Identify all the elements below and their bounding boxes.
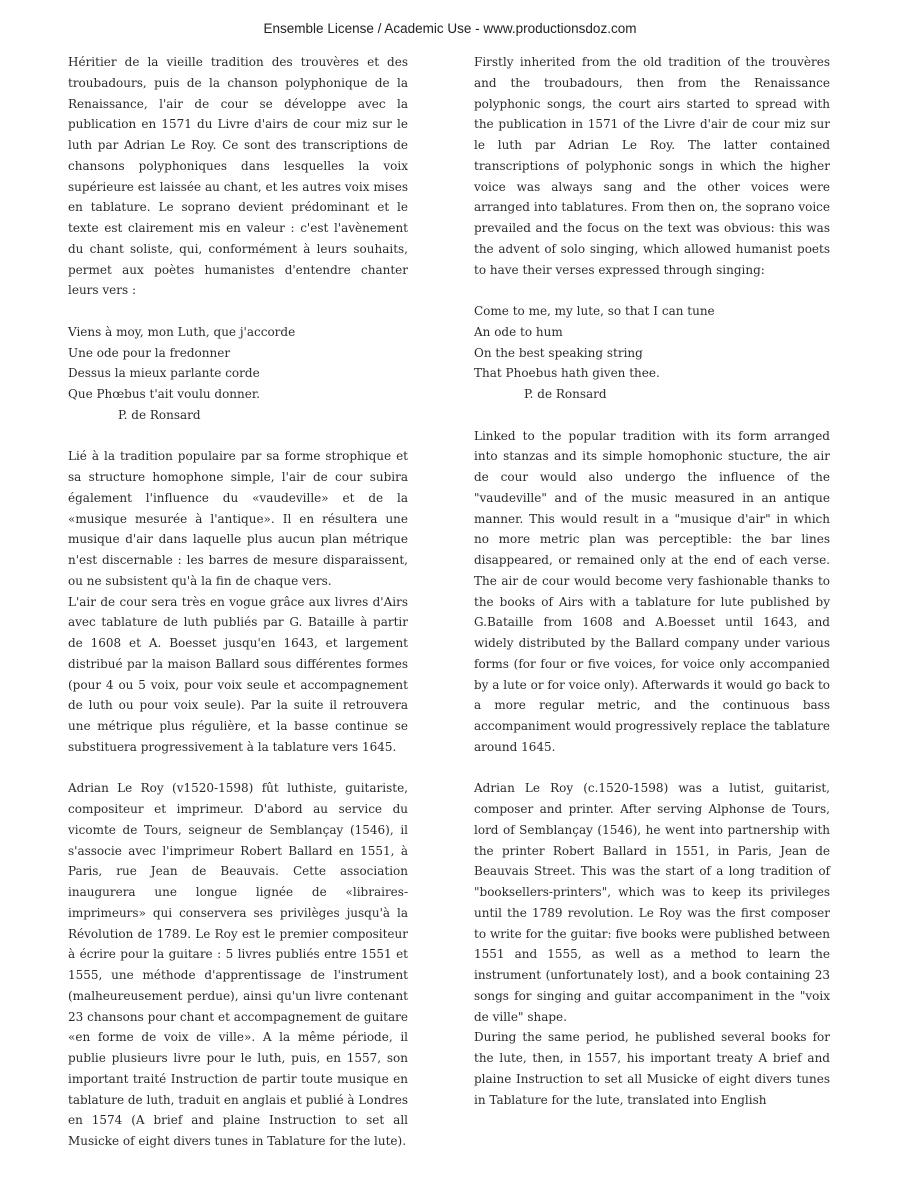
- poem-line: That Phoebus hath given thee.: [474, 366, 660, 381]
- french-column: [68, 52, 408, 1152]
- intro-paragraph-en: Firstly inherited from the old tradition of the trouvères and the troubadours, then from the Renaissance polyphonic songs, the court airs started to spread with the publication in 1571 of the Livre d'air de cour miz sur le luth par Adrian Le Roy. The latter contained transcriptions of polyphonic songs in which the higher voice was always sang and the other voices were arranged into tablatures. From then on, the soprano voice prevailed and the focus on the text was obvious: this was the advent of solo singing, which allowed humanist poets to have their verses expressed through singing:: [474, 55, 830, 277]
- le-roy-paragraph-en: Adrian Le Roy (c.1520-1598) was a lutist, guitarist, composer and printer. After serving Alphonse de Tours, lord of Semblançay (1546), he went into partnership with the printer Robert Ballard in 1551, in Paris, Jean de Beauvais Street. This was the start of a long tradition of "booksellers-printers", which was to keep its privileges until the 1789 revolution. Le Roy was the first composer to write for the guitar: five books were published between 1551 and 1555, as well as a method to learn the instrument (unfortunately lost), and a book containing 23 songs for singing and guitar accompaniment in the "voix de ville" shape.: [474, 781, 830, 1024]
- intro-paragraph-fr: Héritier de la vieille tradition des trouvères et des troubadours, puis de la chanson polyphonique de la Renaissance, l'air de cour se développe avec la publication en 1571 du Livre d'airs de cour miz sur le luth par Adrian Le Roy. Ce sont des transcriptions de chansons polyphoniques dans lesquelles la voix supérieure est laissée au chant, et les autres voix mises en tablature. Le soprano devient prédominant et le texte est clairement mis en valeur : c'est l'avènement du chant soliste, qui, conformément à leurs souhaits, permet aux poètes humanistes d'entendre chanter leurs vers :: [68, 55, 408, 298]
- period-paragraph-en: During the same period, he published several books for the lute, then, in 1557, his important treaty A brief and plaine Instruction to set all Musicke of eight divers tunes in Tablature for the lute, translated into English: [474, 1030, 830, 1107]
- poem-en: [474, 301, 830, 405]
- poem-line: On the best speaking string: [474, 345, 643, 360]
- poem-line: Come to me, my lute, so that I can tune: [474, 304, 715, 318]
- poem-author: P. de Ronsard: [118, 407, 201, 422]
- license-header: Ensemble License / Academic Use - www.productionsdoz.com: [263, 21, 637, 36]
- tradition-paragraph-fr: Lié à la tradition populaire par sa forme strophique et sa structure homophone simple, l'air de cour subira également l'influence du «vaudeville» et de la «musique mesurée à l'antique». Il en résultera une musique d'air dans laquelle plus aucun plan métrique n'est discernable : les barres de mesure disparaissent, ou ne subsistent qu'à la fin de chaque vers.: [68, 449, 408, 588]
- poem-line: Une ode pour la fredonner: [68, 345, 231, 360]
- poem-line: Que Phœbus t'ait voulu donner.: [68, 387, 261, 401]
- poem-author: P. de Ronsard: [524, 387, 607, 401]
- tradition-paragraph-en: Linked to the popular tradition with its form arranged into stanzas and its simple homophonic stucture, the air de cour would also undergo the influence of the "vaudeville" and of the music measured in an antique manner. This would result in a "musique d'air" in which no more metric plan was perceptible: the bar lines disappeared, or remained only at the end of each verse. The air de cour would become very fashionable thanks to the books of Airs with a tablature for lute published by G.Bataille from 1608 and A.Boesset until 1643, and widely distributed by the Ballard company under various forms (for four or five voices, for voice only accompanied by a lute or for voice only). Afterwards it would go back to a more regular metric, and the continuous bass accompaniment would progressively replace the tablature around 1645.: [474, 428, 830, 754]
- poem-line: An ode to hum: [474, 324, 563, 339]
- poem-line: Dessus la mieux parlante corde: [68, 366, 260, 381]
- vogue-paragraph-fr: L'air de cour sera très en vogue grâce aux livres d'Airs avec tablature de luth publiés par G. Bataille à partir de 1608 et A. Boesset jusqu'en 1643, et largement distribué par la maison Ballard sous différentes formes (pour 4 ou 5 voix, pour voix seule et accompagnement de luth ou pour voix seule). Par la suite il retrouvera une métrique plus régulière, et la basse continue se substituera progressivement à la tablature vers 1645.: [68, 594, 408, 754]
- le-roy-paragraph-fr: Adrian Le Roy (v1520-1598) fût luthiste, guitariste, compositeur et imprimeur. D'abord au service du vicomte de Tours, seigneur de Semblançay (1546), il s'associe avec l'imprimeur Robert Ballard en 1551, à Paris, rue Jean de Beauvais. Cette association inaugurera une longue lignée de «libraires-imprimeurs» qui conservera ses privilèges jusqu'à la Révolution de 1789. Le Roy est le premier compositeur à écrire pour la guitare : 5 livres publiés entre 1551 et 1555, une méthode d'apprentissage de l'instrument (malheureusement perdue), ainsi qu'un livre contenant 23 chansons pour chant et accompagnement de guitare «en forme de voix de ville». A la même période, il publie plusieurs livre pour le luth, puis, en 1557, son important traité Instruction de partir toute musique en tablature de luth, traduit en anglais et publié à Londres en 1574 (A brief and plaine Instruction to set all Musicke of eight divers tunes in Tablature for the lute).: [68, 781, 408, 1148]
- poem-line: Viens à moy, mon Luth, que j'accorde: [68, 324, 296, 339]
- english-column: [474, 52, 830, 1110]
- poem-fr: [68, 322, 408, 426]
